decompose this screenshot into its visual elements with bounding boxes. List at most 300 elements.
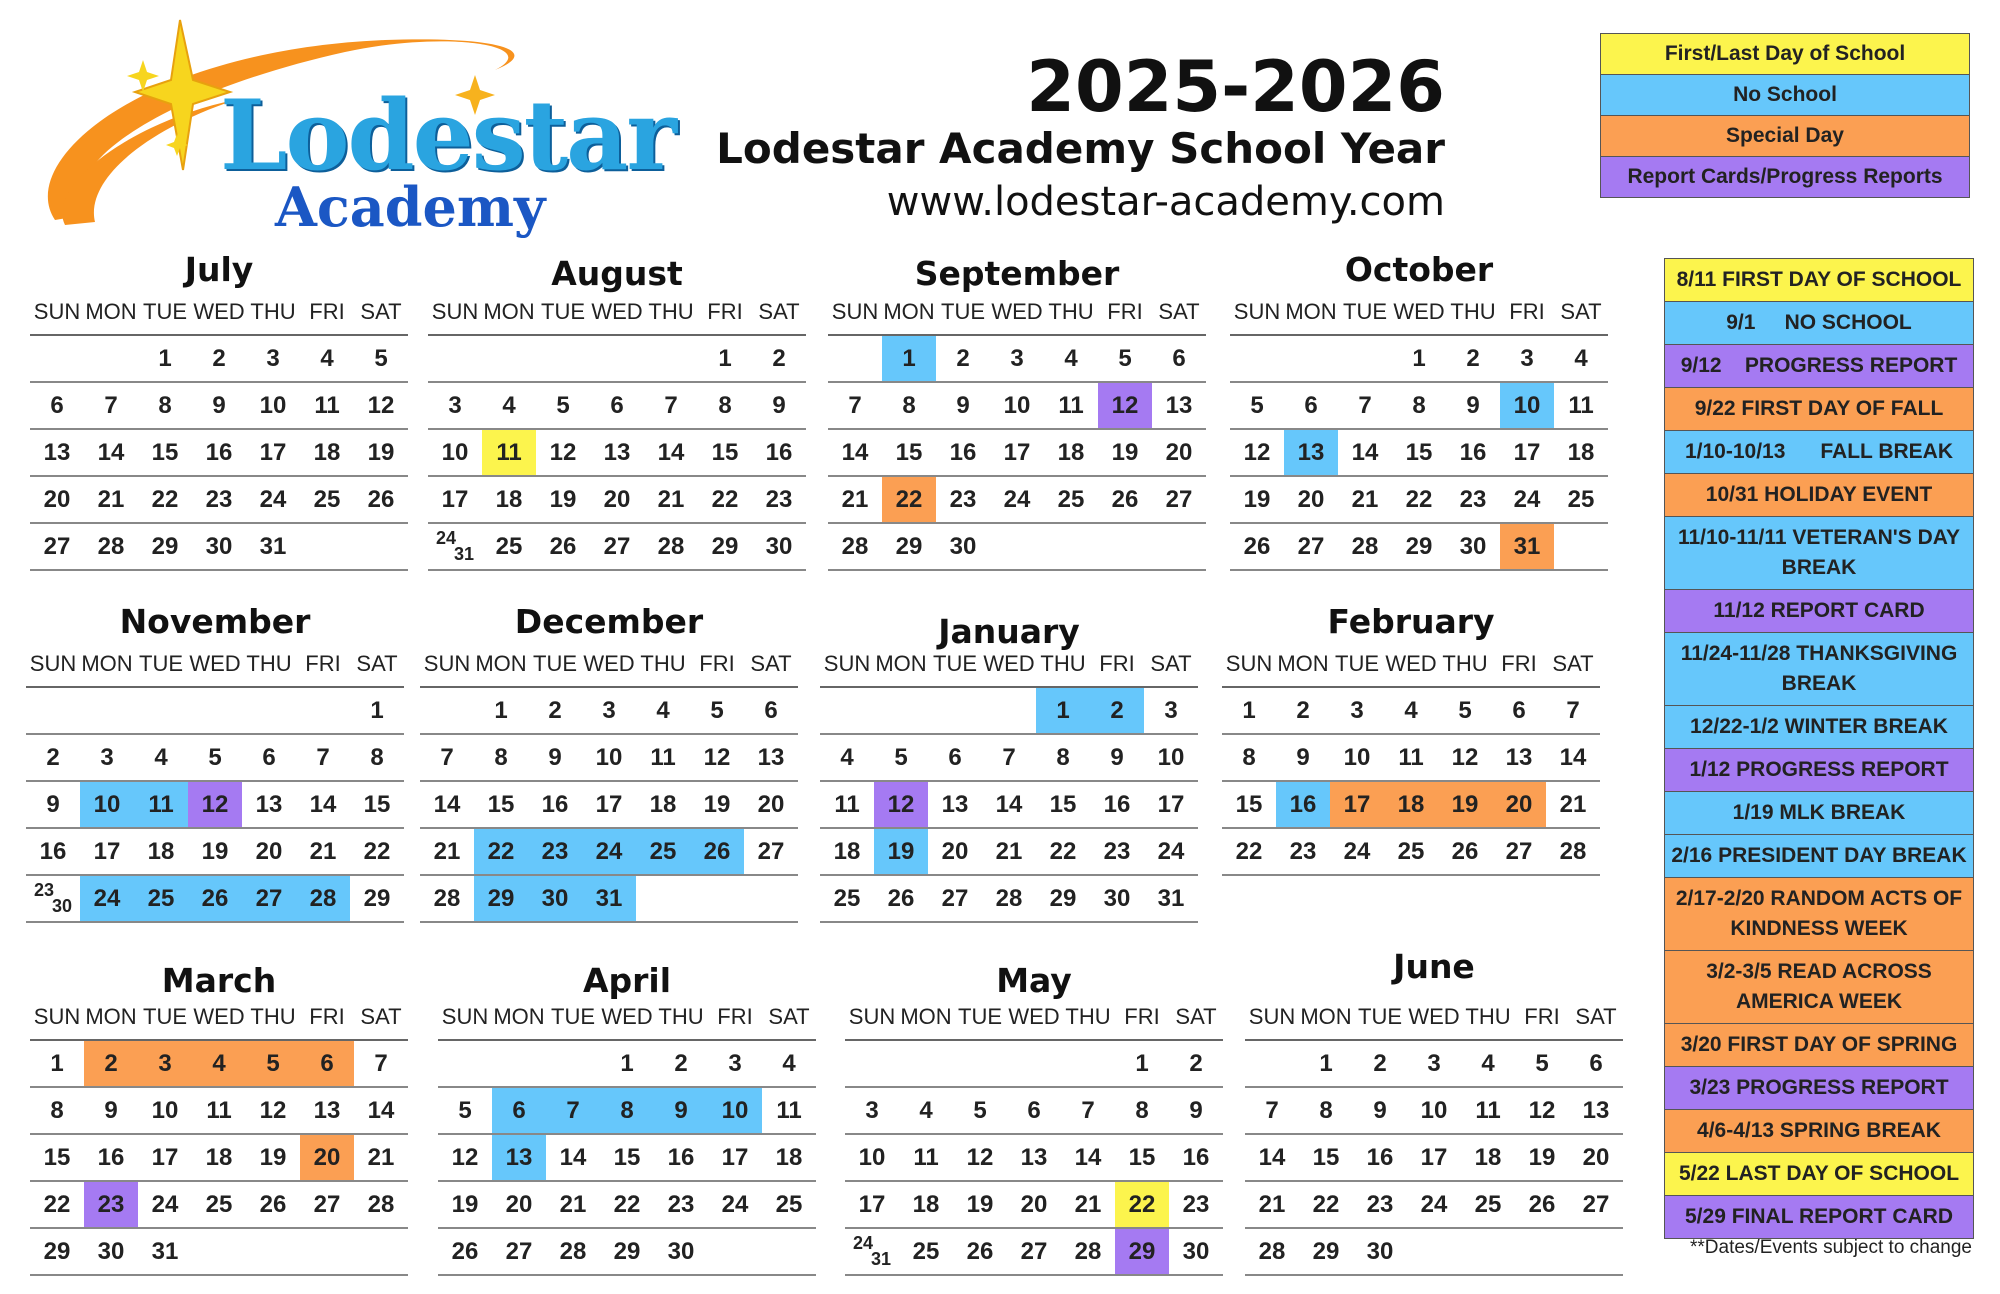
day-cell: 25 [134,876,188,921]
weekday-label: WED [583,651,635,676]
day-cell: 28 [1258,1238,1286,1265]
day-cell: 24 [582,829,636,874]
empty-day-cell [982,688,1036,733]
day-cell: 27 [941,885,969,912]
day-cell: 17 [93,838,121,865]
month-title: February [1327,602,1495,641]
week-row [828,383,1206,430]
day-cell: 14 [1258,1144,1286,1171]
day-cell: 18 [313,439,341,466]
day-cell: 24 [151,1191,179,1218]
day-cell: 21 [559,1191,587,1218]
day-cell: 5 [973,1097,987,1124]
day-cell: 8 [1056,744,1070,771]
day-cell: 18 [1384,782,1438,827]
day-cell: 4 [782,1050,796,1077]
day-cell: 22 [1312,1191,1340,1218]
empty-day-cell [1061,1041,1115,1086]
empty-day-cell [953,1041,1007,1086]
weekday-label: SAT [758,299,800,324]
month-title: July [184,250,254,289]
day-cell: 31 [259,533,287,560]
week-row [828,524,1206,571]
empty-day-cell [300,1229,354,1274]
day-cell: 27 [242,876,296,921]
day-cell: 26 [259,1191,287,1218]
day-cell: 11 [134,782,188,827]
day-cell: 7 [848,392,862,419]
empty-day-cell [1461,1229,1515,1274]
week-row [1230,524,1608,571]
day-cell: 29 [43,1238,71,1265]
website-link[interactable]: www.lodestar-academy.com [886,179,1445,225]
day-cell: 10 [858,1144,886,1171]
week-row [30,477,408,524]
day-cell: 9 [654,1088,708,1133]
day-cell: 22 [711,486,739,513]
day-cell: 17 [441,486,469,513]
empty-day-cell [1044,524,1098,569]
day-cell: 27 [1165,486,1193,513]
logo-word-lodestar: Lodestar [220,79,675,192]
day-cell: 9 [1110,744,1124,771]
day-cell: 8 [600,1088,654,1133]
month-title: June [1393,947,1475,986]
weekday-header-row [30,995,408,1041]
week-row [1222,782,1600,829]
week-row [1230,336,1608,383]
school-logo [25,10,675,250]
weekday-label: MON [493,1004,545,1029]
day-cell: 19 [874,829,928,874]
weekday-label: WED [193,1004,245,1029]
day-cell: 30 [1366,1238,1394,1265]
day-cell: 15 [1312,1144,1340,1171]
day-cell: 11 [913,1144,939,1171]
day-cell: 22 [43,1191,71,1218]
day-cell: 10 [151,1097,179,1124]
day-cell: 4 [320,345,334,372]
weekday-label: THU [640,651,686,676]
day-cell: 19 [1243,486,1271,513]
day-cell: 13 [757,744,785,771]
day-cell: 14 [309,791,337,818]
month-title: December [514,602,704,641]
day-cell: 11 [314,392,340,419]
event-item: 8/11 FIRST DAY OF SCHOOL [1664,258,1974,301]
day-cell: 20 [300,1135,354,1180]
logo-word-academy: Academy [275,175,546,239]
week-row [1245,1182,1623,1229]
weekday-label: THU [1040,651,1086,676]
day-cell: 25 [313,486,341,513]
weekday-label: THU [250,1004,296,1029]
day-cell: 12 [451,1144,479,1171]
weekday-label: THU [658,1004,704,1029]
day-cell: 11 [482,430,536,475]
weekday-label: MON [883,299,935,324]
month-may [845,955,1223,1276]
week-row [30,1135,408,1182]
weekday-header-row [1245,995,1623,1041]
day-cell: 26 [1243,533,1271,560]
day-cell: 16 [765,439,793,466]
day-cell: 18 [833,838,861,865]
day-cell: 30 [97,1238,125,1265]
weekday-label: SAT [360,1004,402,1029]
day-cell [26,876,80,921]
day-cell: 20 [1165,439,1193,466]
day-cell: 15 [363,791,391,818]
month-title: January [938,612,1080,651]
week-row [30,430,408,477]
day-cell: 6 [1027,1097,1041,1124]
week-row [820,876,1198,923]
day-cell: 29 [895,533,923,560]
weekday-label: SAT [750,651,792,676]
month-april [438,955,816,1276]
month-title: November [119,602,311,641]
month-february [1222,602,1600,876]
day-cell: 9 [772,392,786,419]
day-cell: 28 [995,885,1023,912]
day-cell: 18 [495,486,523,513]
week-row [1230,383,1608,430]
day-cell: 24 [259,486,287,513]
day-cell: 10 [80,782,134,827]
week-row [428,430,806,477]
day-cell: 5 [374,345,388,372]
weekday-label: SAT [1575,1004,1617,1029]
empty-day-cell [482,336,536,381]
empty-day-cell [1245,1041,1299,1086]
weekday-header-row [26,642,404,688]
weekday-label: SUN [823,651,871,676]
day-cell: 7 [374,1050,388,1077]
day-cell: 13 [313,1097,341,1124]
week-row [1222,688,1600,735]
weekday-label: WED [1408,1004,1460,1029]
day-cell: 29 [474,876,528,921]
empty-day-cell [242,688,296,733]
day-cell: 7 [440,744,454,771]
day-cell: 19 [1438,782,1492,827]
day-cell: 26 [1528,1191,1556,1218]
day-cell: 8 [902,392,916,419]
weekday-header-row [420,642,798,688]
day-cell: 8 [158,392,172,419]
day-cell: 8 [718,392,732,419]
event-item: 12/22-1/2 WINTER BREAK [1664,705,1974,748]
day-cell: 20 [941,838,969,865]
event-item: 3/23 PROGRESS REPORT [1664,1066,1974,1109]
day-cell: 21 [995,838,1023,865]
empty-day-cell [590,336,644,381]
day-cell: 4 [1404,697,1418,724]
day-cell: 16 [1366,1144,1394,1171]
day-cell: 13 [603,439,631,466]
day-cell: 14 [1074,1144,1102,1171]
day-cell: 11 [206,1097,232,1124]
day-cell: 26 [451,1238,479,1265]
weekday-label: WED [1008,1004,1060,1029]
month-december [420,602,798,923]
day-cell: 8 [1319,1097,1333,1124]
day-number: 31 [454,544,475,564]
day-cell: 17 [1003,439,1031,466]
day-cell: 28 [1074,1238,1102,1265]
empty-day-cell [1230,336,1284,381]
empty-day-cell [354,1229,408,1274]
day-cell: 30 [765,533,793,560]
day-cell: 5 [556,392,570,419]
day-cell: 18 [147,838,175,865]
event-item: 11/12 REPORT CARD [1664,589,1974,632]
day-cell: 1 [1319,1050,1333,1077]
weekday-label: SAT [1150,651,1192,676]
legend-item-first-last-day-of-school: First/Last Day of School [1600,33,1970,74]
weekday-label: TUE [1358,1004,1402,1029]
weekday-header-row [1222,642,1600,688]
day-cell: 30 [528,876,582,921]
day-cell: 30 [205,533,233,560]
event-item: 5/22 LAST DAY OF SCHOOL [1664,1152,1974,1195]
day-cell: 14 [657,439,685,466]
weekday-label: TUE [958,1004,1002,1029]
weekday-label: FRI [1124,1004,1160,1029]
event-item: 10/31 HOLIDAY EVENT [1664,473,1974,516]
week-row [845,1135,1223,1182]
empty-day-cell [134,688,188,733]
day-cell: 24 [1003,486,1031,513]
day-cell: 12 [1528,1097,1556,1124]
day-number: 23 [34,880,55,900]
day-cell: 2 [548,697,562,724]
day-cell: 1 [620,1050,634,1077]
day-cell: 20 [757,791,785,818]
day-cell: 24 [721,1191,749,1218]
week-row [26,735,404,782]
day-cell: 23 [1366,1191,1394,1218]
day-cell: 3 [728,1050,742,1077]
day-cell: 27 [43,533,71,560]
day-cell: 25 [205,1191,233,1218]
week-row [1245,1088,1623,1135]
day-cell [845,1229,899,1274]
week-row [26,688,404,735]
day-cell: 12 [966,1144,994,1171]
weekday-header-row [438,995,816,1041]
day-cell: 22 [1049,838,1077,865]
day-cell: 16 [39,838,67,865]
day-cell: 17 [259,439,287,466]
weekday-label: MON [483,299,535,324]
week-row [1222,735,1600,782]
legend-item-report-cards-progress-reports: Report Cards/Progress Reports [1600,156,1970,198]
day-cell: 14 [367,1097,395,1124]
day-cell: 1 [494,697,508,724]
day-cell: 8 [370,744,384,771]
day-cell: 13 [1020,1144,1048,1171]
day-cell: 8 [1242,744,1256,771]
weekday-label: FRI [1107,299,1143,324]
empty-day-cell [1554,524,1608,569]
empty-day-cell [845,1041,899,1086]
day-cell: 1 [882,336,936,381]
weekday-label: SAT [1560,299,1602,324]
weekday-label: TUE [139,651,183,676]
empty-day-cell [354,524,408,569]
weekday-label: SAT [1175,1004,1217,1029]
day-cell: 18 [1474,1144,1502,1171]
day-cell: 9 [956,392,970,419]
month-june [1245,947,1623,1276]
weekday-label: MON [1300,1004,1352,1029]
day-cell: 28 [841,533,869,560]
day-cell: 23 [1182,1191,1210,1218]
week-row [420,829,798,876]
empty-day-cell [438,1041,492,1086]
day-cell: 16 [1276,782,1330,827]
week-row [438,1135,816,1182]
day-cell: 21 [1559,791,1587,818]
day-cell: 13 [1284,430,1338,475]
empty-day-cell [744,876,798,921]
event-item: 9/22 FIRST DAY OF FALL [1664,387,1974,430]
weekday-label: WED [1385,651,1437,676]
week-row [845,1229,1223,1276]
day-cell: 8 [50,1097,64,1124]
empty-day-cell [80,688,134,733]
day-cell: 13 [1165,392,1193,419]
day-cell: 17 [1157,791,1185,818]
empty-day-cell [192,1229,246,1274]
day-cell: 24 [1513,486,1541,513]
day-cell: 12 [1451,744,1479,771]
day-cell: 6 [1304,392,1318,419]
day-cell: 23 [765,486,793,513]
day-cell: 6 [764,697,778,724]
day-cell: 14 [1351,439,1379,466]
day-cell: 2 [772,345,786,372]
day-cell: 22 [1405,486,1433,513]
day-cell: 9 [1466,392,1480,419]
day-cell: 9 [1296,744,1310,771]
day-cell: 1 [718,345,732,372]
day-cell: 9 [1189,1097,1203,1124]
empty-day-cell [820,688,874,733]
events-list [1664,258,1974,1239]
day-cell: 15 [1128,1144,1156,1171]
week-row [30,1182,408,1229]
day-cell: 22 [151,486,179,513]
weekday-label: SUN [423,651,471,676]
empty-day-cell [30,336,84,381]
day-cell: 7 [546,1088,600,1133]
day-cell: 7 [1358,392,1372,419]
week-row [30,1229,408,1276]
day-cell: 5 [1118,345,1132,372]
day-cell: 13 [1505,744,1533,771]
weekday-label: FRI [309,299,345,324]
week-row [420,782,798,829]
day-cell: 2 [1189,1050,1203,1077]
day-cell: 18 [1057,439,1085,466]
weekday-label: THU [1442,651,1488,676]
day-cell: 26 [1111,486,1139,513]
day-cell: 28 [367,1191,395,1218]
day-cell: 11 [1058,392,1084,419]
day-cell: 20 [505,1191,533,1218]
day-cell: 30 [949,533,977,560]
day-cell: 4 [1064,345,1078,372]
day-cell: 24 [1420,1191,1448,1218]
day-cell: 26 [887,885,915,912]
day-cell: 21 [309,838,337,865]
day-cell: 4 [656,697,670,724]
weekday-header-row [1230,290,1608,336]
day-cell: 14 [433,791,461,818]
weekday-label: MON [85,1004,137,1029]
day-cell: 26 [188,876,242,921]
legend-item-special-day: Special Day [1600,115,1970,156]
empty-day-cell [1152,524,1206,569]
week-row [845,1088,1223,1135]
week-row [30,336,408,383]
weekday-label: TUE [551,1004,595,1029]
day-cell: 29 [711,533,739,560]
day-cell: 24 [1157,838,1185,865]
day-cell: 15 [487,791,515,818]
event-item: 2/17-2/20 RANDOM ACTS OF KINDNESS WEEK [1664,877,1974,950]
day-cell: 7 [1566,697,1580,724]
day-cell: 23 [949,486,977,513]
day-cell: 10 [1420,1097,1448,1124]
week-row [420,735,798,782]
day-cell: 31 [1500,524,1554,569]
weekday-label: WED [991,299,1043,324]
day-cell: 11 [650,744,676,771]
weekday-header-row [828,290,1206,336]
weekday-label: SUN [441,1004,489,1029]
day-cell: 1 [1135,1050,1149,1077]
week-row [26,876,404,923]
weekday-label: SAT [1158,299,1200,324]
day-cell: 22 [474,829,528,874]
day-cell: 13 [492,1135,546,1180]
weekday-label: TUE [933,651,977,676]
weekday-label: WED [591,299,643,324]
month-title: April [582,961,672,1000]
day-cell: 19 [1528,1144,1556,1171]
day-cell: 25 [912,1238,940,1265]
day-cell: 30 [1103,885,1131,912]
weekday-label: MON [1277,651,1329,676]
event-item: 1/12 PROGRESS REPORT [1664,748,1974,791]
weekday-label: TUE [1343,299,1387,324]
week-row [30,383,408,430]
day-cell: 6 [300,1041,354,1086]
week-row [828,336,1206,383]
week-row [30,1041,408,1088]
day-cell: 27 [603,533,631,560]
day-cell: 11 [834,791,860,818]
day-cell: 14 [841,439,869,466]
weekday-label: TUE [143,1004,187,1029]
day-cell: 18 [912,1191,940,1218]
day-number: 24 [853,1233,874,1253]
weekday-label: THU [246,651,292,676]
